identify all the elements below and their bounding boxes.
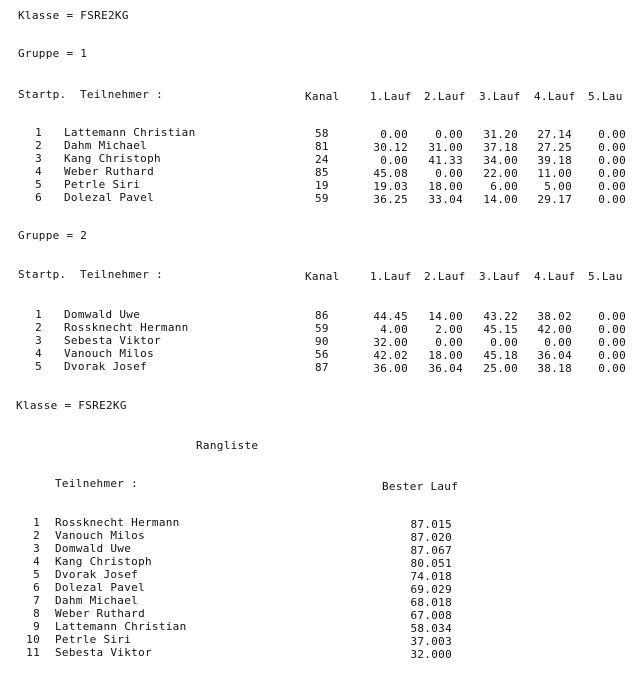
lauf3-value: 43.22 — [483, 310, 518, 323]
channel: 56 — [315, 348, 329, 361]
lauf1-value: 4.00 — [380, 323, 408, 336]
participant-name: Dolezal Pavel — [55, 581, 145, 594]
lauf4-value: 39.18 — [537, 154, 572, 167]
lauf1-value: 36.25 — [373, 193, 408, 206]
col-lauf1: 1.Lauf — [370, 270, 412, 283]
best-run: 69.029 — [410, 583, 452, 596]
lauf2-value: 0.00 — [435, 336, 463, 349]
channel: 86 — [315, 309, 329, 322]
participant-name: Weber Ruthard — [64, 165, 154, 178]
rank-number: 11 — [26, 646, 40, 659]
lauf1-value: 19.03 — [373, 180, 408, 193]
best-run: 74.018 — [410, 570, 452, 583]
best-run: 87.067 — [410, 544, 452, 557]
group-2-title: Gruppe = 2 — [18, 229, 88, 242]
best-run: 87.020 — [410, 531, 452, 544]
lauf2-value: 14.00 — [428, 310, 463, 323]
participant-name: Domwald Uwe — [64, 308, 141, 321]
participant-name: Kang Christoph — [64, 152, 161, 165]
lauf1-value: 36.00 — [373, 362, 408, 375]
ranking-title: Rangliste — [196, 439, 259, 452]
lauf4-value: 27.14 — [537, 128, 572, 141]
start-number: 1 — [35, 308, 42, 321]
best-run: 87.015 — [410, 518, 452, 531]
lauf2-value: 0.00 — [435, 128, 463, 141]
lauf1-value: 32.00 — [373, 336, 408, 349]
participant-name: Kang Christoph — [55, 555, 152, 568]
lauf5-value: 0.00 — [598, 154, 626, 167]
rank-number: 6 — [33, 581, 40, 594]
rank-number: 4 — [33, 555, 40, 568]
lauf2-value: 2.00 — [435, 323, 463, 336]
lauf5-value: 0.00 — [598, 349, 626, 362]
ranking-best-header: Bester Lauf — [382, 480, 459, 493]
lauf2-value: 41.33 — [428, 154, 463, 167]
lauf3-value: 31.20 — [483, 128, 518, 141]
col-lauf4: 4.Lauf — [534, 90, 576, 103]
lauf5-value: 0.00 — [598, 141, 626, 154]
best-run: 32.000 — [410, 648, 452, 661]
col-lauf3: 3.Lauf — [479, 90, 521, 103]
start-number: 3 — [35, 152, 42, 165]
group-1-title: Gruppe = 1 — [18, 47, 88, 60]
participant-name: Domwald Uwe — [55, 542, 132, 555]
best-run: 58.034 — [410, 622, 452, 635]
best-run: 67.008 — [410, 609, 452, 622]
col-start: Startp. — [18, 88, 67, 101]
lauf4-value: 29.17 — [537, 193, 572, 206]
lauf1-value: 0.00 — [380, 154, 408, 167]
channel: 58 — [315, 127, 329, 140]
ranking-klasse-heading: Klasse = FSRE2KG — [16, 399, 127, 412]
channel: 90 — [315, 335, 329, 348]
lauf3-value: 45.15 — [483, 323, 518, 336]
lauf5-value: 0.00 — [598, 362, 626, 375]
participant-name: Rossknecht Hermann — [64, 321, 189, 334]
lauf5-value: 0.00 — [598, 180, 626, 193]
lauf2-value: 36.04 — [428, 362, 463, 375]
best-run: 68.018 — [410, 596, 452, 609]
start-number: 4 — [35, 165, 42, 178]
best-run: 37.003 — [410, 635, 452, 648]
klasse-heading: Klasse = FSRE2KG — [18, 9, 129, 22]
participant-name: Rossknecht Hermann — [55, 516, 180, 529]
lauf4-value: 27.25 — [537, 141, 572, 154]
channel: 24 — [315, 153, 329, 166]
lauf5-value: 0.00 — [598, 193, 626, 206]
lauf5-value: 0.00 — [598, 310, 626, 323]
lauf3-value: 14.00 — [483, 193, 518, 206]
lauf1-value: 45.08 — [373, 167, 408, 180]
lauf2-value: 18.00 — [428, 349, 463, 362]
rank-number: 9 — [33, 620, 40, 633]
participant-name: Sebesta Viktor — [64, 334, 161, 347]
lauf4-value: 38.02 — [537, 310, 572, 323]
participant-name: Dahm Michael — [64, 139, 148, 152]
start-number: 5 — [35, 178, 42, 191]
rank-number: 5 — [33, 568, 40, 581]
channel: 59 — [315, 192, 329, 205]
rank-number: 2 — [33, 529, 40, 542]
participant-name: Petrle Siri — [64, 178, 141, 191]
lauf4-value: 5.00 — [544, 180, 572, 193]
lauf2-value: 0.00 — [435, 167, 463, 180]
participant-name: Lattemann Christian — [55, 620, 187, 633]
col-lauf5: 5.Lau — [588, 270, 623, 283]
lauf4-value: 42.00 — [537, 323, 572, 336]
lauf5-value: 0.00 — [598, 128, 626, 141]
participant-name: Vanouch Milos — [55, 529, 145, 542]
channel: 59 — [315, 322, 329, 335]
start-number: 2 — [35, 321, 42, 334]
channel: 87 — [315, 361, 329, 374]
col-lauf3: 3.Lauf — [479, 270, 521, 283]
lauf3-value: 6.00 — [490, 180, 518, 193]
start-number: 4 — [35, 347, 42, 360]
lauf4-value: 0.00 — [544, 336, 572, 349]
lauf4-value: 36.04 — [537, 349, 572, 362]
participant-name: Dvorak Josef — [55, 568, 139, 581]
lauf4-value: 11.00 — [537, 167, 572, 180]
lauf3-value: 37.18 — [483, 141, 518, 154]
lauf3-value: 34.00 — [483, 154, 518, 167]
col-teilnehmer: Teilnehmer : — [80, 268, 164, 281]
channel: 19 — [315, 179, 329, 192]
col-lauf1: 1.Lauf — [370, 90, 412, 103]
col-teilnehmer: Teilnehmer : — [80, 88, 164, 101]
rank-number: 3 — [33, 542, 40, 555]
start-number: 3 — [35, 334, 42, 347]
participant-name: Weber Ruthard — [55, 607, 145, 620]
lauf1-value: 42.02 — [373, 349, 408, 362]
participant-name: Petrle Siri — [55, 633, 132, 646]
rank-number: 8 — [33, 607, 40, 620]
participant-name: Dolezal Pavel — [64, 191, 154, 204]
best-run: 80.051 — [410, 557, 452, 570]
col-lauf2: 2.Lauf — [424, 90, 466, 103]
lauf2-value: 33.04 — [428, 193, 463, 206]
col-start: Startp. — [18, 268, 67, 281]
lauf1-value: 0.00 — [380, 128, 408, 141]
lauf5-value: 0.00 — [598, 167, 626, 180]
rank-number: 1 — [33, 516, 40, 529]
rank-number: 7 — [33, 594, 40, 607]
start-number: 5 — [35, 360, 42, 373]
participant-name: Vanouch Milos — [64, 347, 154, 360]
participant-name: Dahm Michael — [55, 594, 139, 607]
lauf5-value: 0.00 — [598, 336, 626, 349]
channel: 81 — [315, 140, 329, 153]
col-kanal: Kanal — [305, 90, 340, 103]
lauf1-value: 30.12 — [373, 141, 408, 154]
channel: 85 — [315, 166, 329, 179]
col-kanal: Kanal — [305, 270, 340, 283]
participant-name: Lattemann Christian — [64, 126, 196, 139]
col-lauf5: 5.Lau — [588, 90, 623, 103]
lauf2-value: 31.00 — [428, 141, 463, 154]
start-number: 1 — [35, 126, 42, 139]
col-lauf4: 4.Lauf — [534, 270, 576, 283]
start-number: 2 — [35, 139, 42, 152]
start-number: 6 — [35, 191, 42, 204]
lauf3-value: 0.00 — [490, 336, 518, 349]
ranking-participants-header: Teilnehmer : — [55, 477, 139, 490]
lauf1-value: 44.45 — [373, 310, 408, 323]
rank-number: 10 — [26, 633, 40, 646]
lauf4-value: 38.18 — [537, 362, 572, 375]
col-lauf2: 2.Lauf — [424, 270, 466, 283]
lauf5-value: 0.00 — [598, 323, 626, 336]
lauf2-value: 18.00 — [428, 180, 463, 193]
lauf3-value: 22.00 — [483, 167, 518, 180]
lauf3-value: 45.18 — [483, 349, 518, 362]
participant-name: Sebesta Viktor — [55, 646, 152, 659]
participant-name: Dvorak Josef — [64, 360, 148, 373]
lauf3-value: 25.00 — [483, 362, 518, 375]
